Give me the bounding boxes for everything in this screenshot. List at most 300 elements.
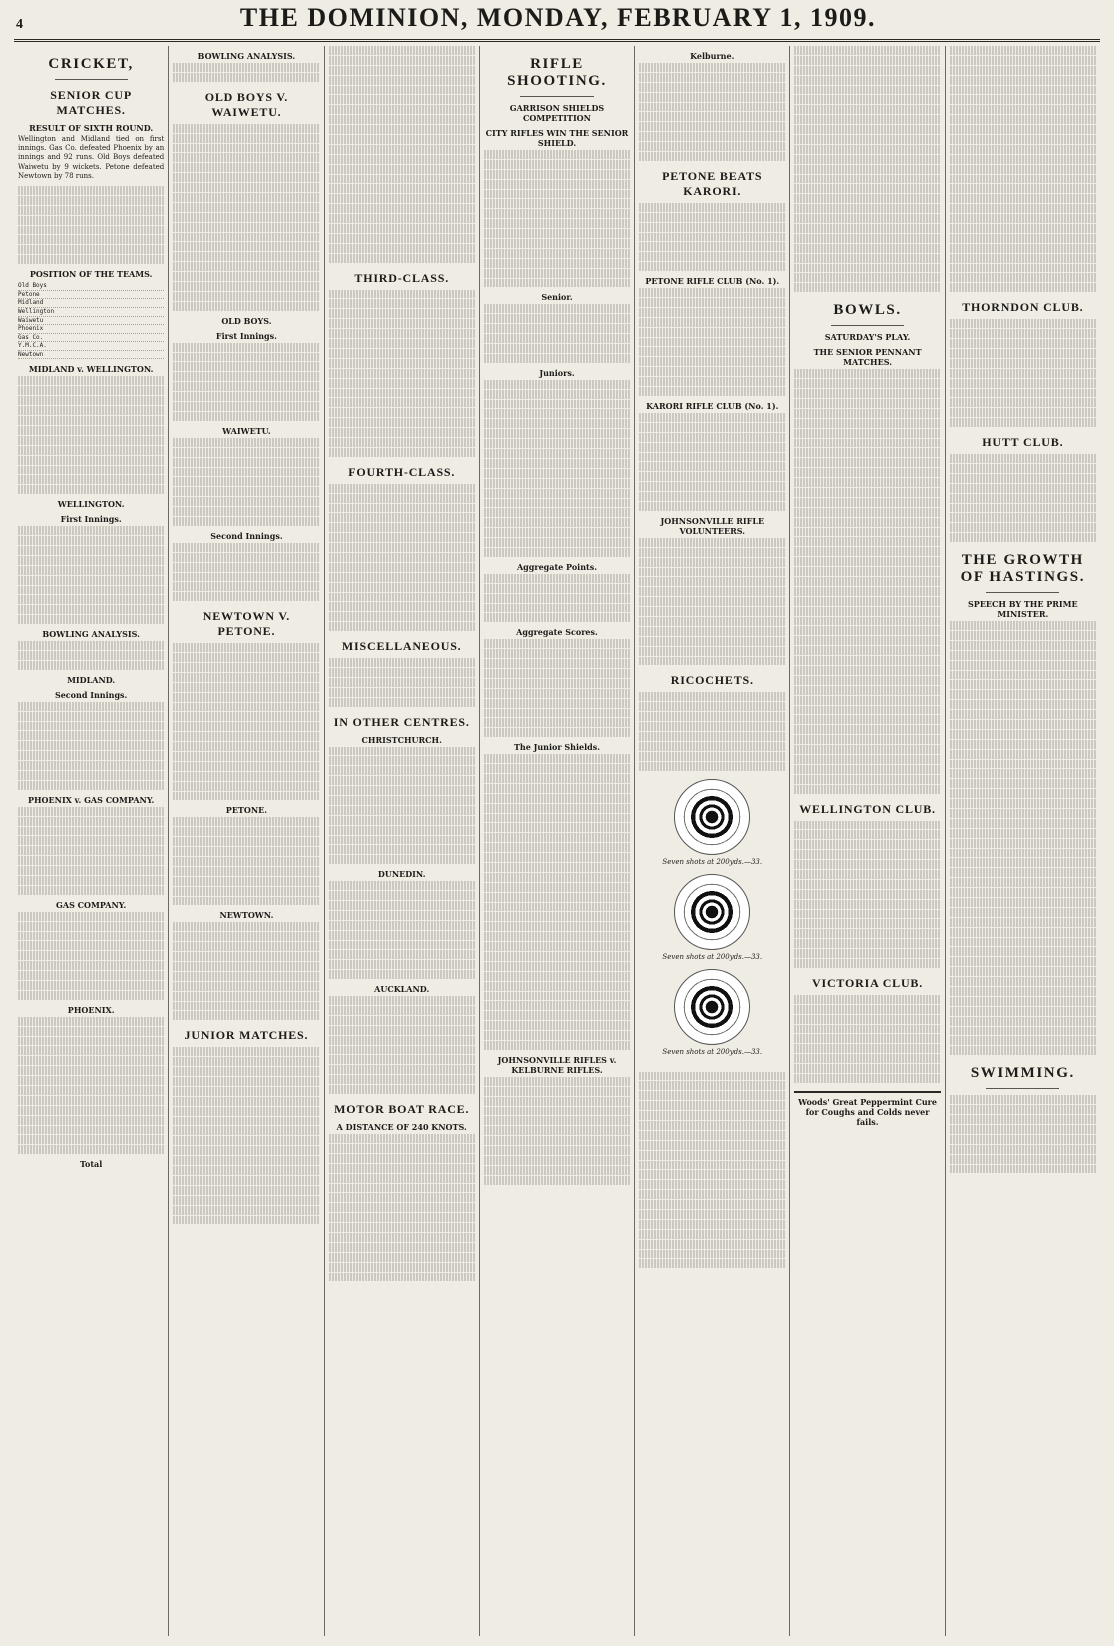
text-line xyxy=(639,587,785,596)
text-line xyxy=(794,686,940,695)
text-line xyxy=(639,742,785,751)
text-line xyxy=(639,1230,785,1239)
text-line xyxy=(484,324,630,333)
text-line xyxy=(329,329,475,338)
text-line xyxy=(329,583,475,592)
text-line xyxy=(950,888,1096,897)
column-1 xyxy=(14,46,169,1636)
target-caption: Seven shots at 200yds.—33. xyxy=(662,857,763,866)
text-line xyxy=(173,582,319,591)
text-line xyxy=(329,234,475,243)
text-line xyxy=(173,302,319,311)
text-line xyxy=(639,443,785,452)
heading-old-boys: OLD BOYS. xyxy=(221,315,272,326)
text-line xyxy=(794,860,940,869)
team-name: Waiwetu xyxy=(18,316,44,324)
team-name: Midland xyxy=(18,299,44,307)
heading-motor-distance: A DISTANCE OF 240 KNOTS. xyxy=(336,1122,467,1133)
text-line xyxy=(329,523,475,532)
text-line xyxy=(18,1027,164,1036)
text-line xyxy=(329,806,475,815)
text-line xyxy=(484,873,630,882)
text-line xyxy=(173,673,319,682)
text-line xyxy=(950,184,1096,193)
text-line xyxy=(484,304,630,313)
text-line xyxy=(173,1196,319,1205)
text-line xyxy=(329,95,475,104)
text-line xyxy=(173,663,319,672)
heading-speech: SPEECH BY THE PRIME MINISTER. xyxy=(968,599,1078,620)
text-line xyxy=(639,387,785,396)
text-line xyxy=(329,145,475,154)
text-line xyxy=(639,692,785,701)
text-line xyxy=(484,1176,630,1185)
text-line xyxy=(329,105,475,114)
text-line xyxy=(950,730,1096,739)
text-line xyxy=(173,857,319,866)
text-line xyxy=(950,690,1096,699)
text-line xyxy=(173,1156,319,1165)
text-line xyxy=(18,485,164,494)
section-swimming: SWIMMING. xyxy=(970,1065,1075,1082)
text-line xyxy=(173,1067,319,1076)
text-line xyxy=(173,223,319,232)
heading-karori-club: KARORI RIFLE CLUB (No. 1). xyxy=(646,400,779,411)
text-line xyxy=(173,742,319,751)
table-row xyxy=(18,308,164,317)
heading-gas-company: GAS COMPANY. xyxy=(56,899,127,910)
text-line xyxy=(173,153,319,162)
text-line xyxy=(639,1220,785,1229)
text-line xyxy=(484,538,630,547)
heading-position: POSITION OF THE TEAMS. xyxy=(29,269,153,280)
text-line xyxy=(950,908,1096,917)
text-line xyxy=(18,235,164,244)
text-line xyxy=(173,124,319,133)
text-line xyxy=(950,1007,1096,1016)
text-line xyxy=(173,517,319,526)
text-line xyxy=(173,262,319,271)
text-line xyxy=(794,676,940,685)
text-line xyxy=(329,135,475,144)
text-line xyxy=(329,941,475,950)
text-line xyxy=(794,597,940,606)
text-line xyxy=(639,423,785,432)
text-line xyxy=(950,1036,1096,1045)
heading-newtown-petone: NEWTOWN V. PETONE. xyxy=(202,609,291,639)
text-line xyxy=(484,942,630,951)
text-line xyxy=(173,1186,319,1195)
text-line xyxy=(329,1223,475,1232)
text-line xyxy=(18,1135,164,1144)
text-line xyxy=(18,1086,164,1095)
text-line xyxy=(18,702,164,711)
text-line xyxy=(173,468,319,477)
result-lead: Wellington and Midland tied on first innings. Gas Co. defeated Phoenix by an innings and 92 runs. Old Boys defeated Waiwetu by 9 wickets. Petone defeated Newtown by 78 runs. xyxy=(18,135,165,180)
text-line xyxy=(18,712,164,721)
text-line xyxy=(794,1034,940,1043)
text-line xyxy=(950,494,1096,503)
text-line xyxy=(950,484,1096,493)
text-line xyxy=(18,912,164,921)
heading-senior-cup: SENIOR CUP MATCHES. xyxy=(50,88,132,117)
text-line xyxy=(173,792,319,801)
text-line xyxy=(950,1125,1096,1134)
table-row xyxy=(18,342,164,351)
text-line xyxy=(329,194,475,203)
text-line xyxy=(329,1174,475,1183)
text-line xyxy=(794,204,940,213)
text-line xyxy=(18,605,164,614)
text-line xyxy=(329,448,475,457)
text-line xyxy=(794,696,940,705)
text-line xyxy=(639,1131,785,1140)
heading-wellington-club: WELLINGTON CLUB. xyxy=(799,801,936,816)
text-line xyxy=(950,1017,1096,1026)
text-line xyxy=(794,1074,940,1083)
text-line xyxy=(173,1206,319,1215)
text-line xyxy=(173,1146,319,1155)
heading-third-class: THIRD-CLASS. xyxy=(354,270,450,285)
text-line xyxy=(484,728,630,737)
text-line xyxy=(173,952,319,961)
heading-pennant: THE SENIOR PENNANT MATCHES. xyxy=(813,347,922,368)
text-line xyxy=(18,255,164,264)
text-line xyxy=(639,347,785,356)
text-line xyxy=(639,252,785,261)
targets xyxy=(639,779,785,1064)
text-line xyxy=(329,845,475,854)
heading-midland-wellington: MIDLAND v. WELLINGTON. xyxy=(28,364,154,375)
text-line xyxy=(329,891,475,900)
text-line xyxy=(329,56,475,65)
text-line xyxy=(950,700,1096,709)
text-line xyxy=(639,462,785,471)
text-line xyxy=(18,961,164,970)
text-line xyxy=(484,150,630,159)
text-line xyxy=(173,448,319,457)
column-7 xyxy=(946,46,1100,1636)
text-line xyxy=(639,413,785,422)
text-line xyxy=(950,1135,1096,1144)
text-line xyxy=(950,464,1096,473)
text-line xyxy=(950,379,1096,388)
text-line xyxy=(950,779,1096,788)
text-line xyxy=(173,402,319,411)
text-line xyxy=(484,774,630,783)
text-line xyxy=(950,661,1096,670)
text-line xyxy=(329,1075,475,1084)
columns xyxy=(14,46,1100,1636)
text-line xyxy=(173,458,319,467)
text-line xyxy=(484,1166,630,1175)
text-line xyxy=(173,752,319,761)
text-line xyxy=(484,574,630,583)
heading-result: RESULT OF SIXTH ROUND. xyxy=(29,123,154,133)
text-line xyxy=(794,745,940,754)
text-line xyxy=(173,233,319,242)
text-line xyxy=(794,214,940,223)
text-line xyxy=(173,972,319,981)
text-line xyxy=(950,809,1096,818)
text-line xyxy=(18,731,164,740)
team-name: Gas Co. xyxy=(18,333,44,341)
text-line xyxy=(329,622,475,631)
text-line xyxy=(329,214,475,223)
text-line xyxy=(639,1101,785,1110)
text-line xyxy=(950,671,1096,680)
text-line xyxy=(950,1095,1096,1104)
heading-victoria-club: VICTORIA CLUB. xyxy=(812,975,924,990)
table-row xyxy=(18,299,164,308)
text-line xyxy=(484,843,630,852)
text-line xyxy=(484,863,630,872)
text-line xyxy=(18,971,164,980)
text-line xyxy=(484,1126,630,1135)
heading-wellington: WELLINGTON. xyxy=(57,499,125,510)
text-line xyxy=(794,125,940,134)
text-line xyxy=(950,329,1096,338)
text-line xyxy=(173,1107,319,1116)
text-line xyxy=(329,747,475,756)
text-line xyxy=(794,725,940,734)
text-line xyxy=(794,478,940,487)
text-line xyxy=(173,1047,319,1056)
text-line xyxy=(173,867,319,876)
text-line xyxy=(794,264,940,273)
text-line xyxy=(950,319,1096,328)
text-line xyxy=(794,95,940,104)
text-line xyxy=(329,786,475,795)
text-line xyxy=(794,850,940,859)
text-line xyxy=(329,1213,475,1222)
text-line xyxy=(18,426,164,435)
text-line xyxy=(18,566,164,575)
text-line xyxy=(18,1106,164,1115)
text-line xyxy=(794,184,940,193)
text-line xyxy=(950,651,1096,660)
text-line xyxy=(329,996,475,1005)
text-line xyxy=(173,343,319,352)
text-line xyxy=(639,548,785,557)
text-line xyxy=(484,709,630,718)
text-line xyxy=(639,433,785,442)
text-line xyxy=(639,577,785,586)
text-line xyxy=(18,456,164,465)
text-line xyxy=(18,722,164,731)
text-line xyxy=(639,453,785,462)
text-line xyxy=(794,488,940,497)
text-line xyxy=(18,396,164,405)
text-line xyxy=(794,775,940,784)
heading-first-innings: First Innings. xyxy=(60,514,122,525)
text-line xyxy=(639,1151,785,1160)
text-line xyxy=(329,921,475,930)
text-line xyxy=(639,328,785,337)
text-line xyxy=(484,528,630,537)
text-line xyxy=(794,1064,940,1073)
text-line xyxy=(484,932,630,941)
text-line xyxy=(329,1203,475,1212)
text-line xyxy=(794,547,940,556)
text-line xyxy=(18,586,164,595)
text-line xyxy=(173,887,319,896)
text-line xyxy=(329,76,475,85)
text-line xyxy=(950,224,1096,233)
text-line xyxy=(329,573,475,582)
text-line xyxy=(639,132,785,141)
text-line xyxy=(639,657,785,666)
text-line xyxy=(484,1097,630,1106)
text-line xyxy=(639,112,785,121)
text-line xyxy=(794,919,940,928)
text-line xyxy=(329,836,475,845)
text-line xyxy=(18,771,164,780)
text-line xyxy=(484,199,630,208)
text-line xyxy=(173,942,319,951)
text-line xyxy=(639,298,785,307)
text-line xyxy=(794,468,940,477)
text-line xyxy=(639,318,785,327)
text-line xyxy=(639,1200,785,1209)
text-line xyxy=(639,482,785,491)
text-line xyxy=(329,484,475,493)
team-name: Wellington xyxy=(18,307,55,315)
text-line xyxy=(639,213,785,222)
text-line xyxy=(794,273,940,282)
heading-city-rifles: CITY RIFLES WIN THE SENIOR SHIELD. xyxy=(485,128,629,148)
text-line xyxy=(173,653,319,662)
text-line xyxy=(329,756,475,765)
target-icon xyxy=(674,779,750,855)
text-line xyxy=(173,487,319,496)
heading-thornden: THORNDON CLUB. xyxy=(962,300,1084,315)
text-line xyxy=(950,967,1096,976)
text-line xyxy=(950,1027,1096,1036)
text-line xyxy=(484,499,630,508)
text-line xyxy=(173,543,319,552)
text-line xyxy=(18,1037,164,1046)
text-line xyxy=(173,163,319,172)
heading-midland: MIDLAND. xyxy=(67,674,116,685)
heading-johnsonville: JOHNSONVILLE RIFLES v. KELBURNE RIFLES. xyxy=(497,1054,617,1075)
text-line xyxy=(794,458,940,467)
text-line xyxy=(639,472,785,481)
text-line xyxy=(18,661,164,670)
text-line xyxy=(950,1165,1096,1174)
text-line xyxy=(794,900,940,909)
text-line xyxy=(950,878,1096,887)
advertisement: Woods' Great Peppermint Cure for Coughs and Colds never fails. xyxy=(794,1091,940,1127)
text-line xyxy=(18,932,164,941)
column-5 xyxy=(635,46,790,1636)
text-line xyxy=(484,548,630,557)
text-line xyxy=(794,1015,940,1024)
heading-petone: PETONE. xyxy=(225,805,268,816)
text-line xyxy=(794,283,940,292)
text-line xyxy=(329,1026,475,1035)
heading-phoenix-gas: PHOENIX v. GAS COMPANY. xyxy=(27,794,155,805)
text-line xyxy=(484,962,630,971)
text-line xyxy=(329,602,475,611)
team-name: Petone xyxy=(18,290,40,298)
text-line xyxy=(639,1250,785,1259)
text-line xyxy=(18,941,164,950)
text-line xyxy=(639,722,785,731)
target-caption: Seven shots at 200yds.—33. xyxy=(662,1047,763,1056)
text-line xyxy=(794,910,940,919)
text-line xyxy=(484,1031,630,1040)
text-line xyxy=(18,226,164,235)
text-line xyxy=(639,1121,785,1130)
text-line xyxy=(484,180,630,189)
text-line xyxy=(173,507,319,516)
text-line xyxy=(639,233,785,242)
text-line xyxy=(173,553,319,562)
text-line xyxy=(329,1134,475,1143)
text-line xyxy=(950,273,1096,282)
text-line xyxy=(794,577,940,586)
text-line xyxy=(484,584,630,593)
text-line xyxy=(18,536,164,545)
text-line xyxy=(950,829,1096,838)
text-line xyxy=(639,492,785,501)
text-line xyxy=(329,950,475,959)
text-line xyxy=(484,604,630,613)
text-line xyxy=(794,1025,940,1034)
heading-saturday: SATURDAY'S PLAY. xyxy=(824,332,911,343)
text-line xyxy=(173,272,319,281)
text-line xyxy=(950,631,1096,640)
text-line xyxy=(18,526,164,535)
text-line xyxy=(484,190,630,199)
text-line xyxy=(794,155,940,164)
text-line xyxy=(329,1036,475,1045)
text-line xyxy=(329,1164,475,1173)
text-line xyxy=(18,991,164,1000)
text-line xyxy=(639,242,785,251)
text-line xyxy=(950,789,1096,798)
text-line xyxy=(329,398,475,407)
text-line xyxy=(173,372,319,381)
text-line xyxy=(794,56,940,65)
text-line xyxy=(950,115,1096,124)
text-line xyxy=(794,175,940,184)
text-line xyxy=(950,389,1096,398)
text-line xyxy=(329,881,475,890)
text-line xyxy=(18,245,164,254)
text-line xyxy=(173,1057,319,1066)
text-line xyxy=(794,379,940,388)
text-line xyxy=(794,135,940,144)
text-line xyxy=(329,612,475,621)
text-line xyxy=(329,1193,475,1202)
text-line xyxy=(173,1087,319,1096)
text-line xyxy=(18,761,164,770)
text-line xyxy=(329,1184,475,1193)
text-line xyxy=(950,1155,1096,1164)
heading-aggregate-scores: Aggregate Scores. xyxy=(516,627,598,638)
text-line xyxy=(18,216,164,225)
text-line xyxy=(639,712,785,721)
text-line xyxy=(173,837,319,846)
team-name: Newtown xyxy=(18,350,44,358)
text-line xyxy=(173,827,319,836)
text-line xyxy=(329,290,475,299)
text-line xyxy=(794,409,940,418)
text-line xyxy=(329,379,475,388)
text-line xyxy=(950,194,1096,203)
